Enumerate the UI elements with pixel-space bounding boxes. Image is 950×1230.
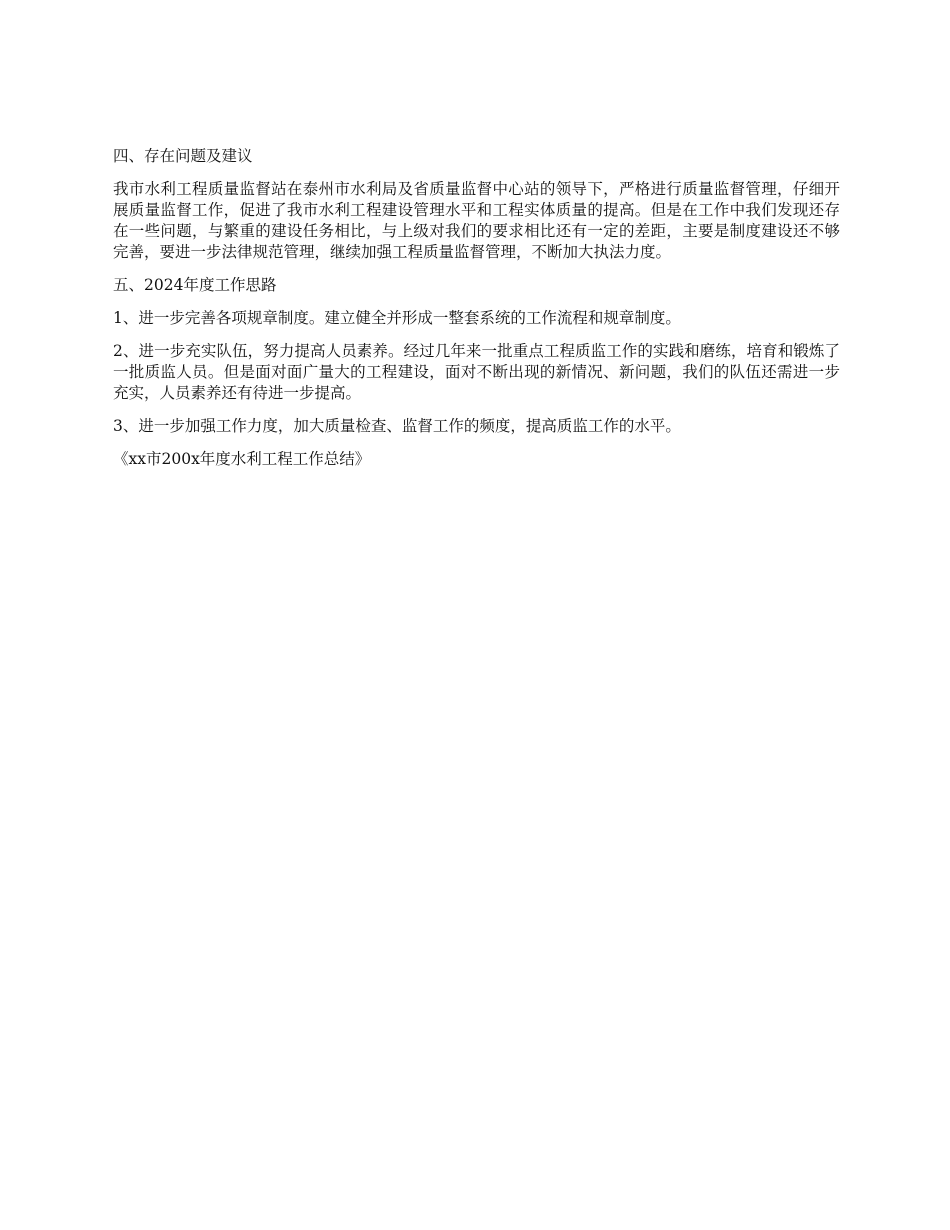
section-5-item-3: 3、进一步加强工作力度，加大质量检查、监督工作的频度，提高质监工作的水平。 [113, 417, 681, 435]
section-4-heading: 四、存在问题及建议 [113, 147, 253, 165]
section-5-item-2: 2、进一步充实队伍，努力提高人员素养。经过几年来一批重点工程质监工作的实践和磨练，培育和锻炼了一批质监人员。但是面对面广量大的工程建设，面对不断出现的新情况、新问题，我们的队伍还需进一步充实，人员素养还有待进一步提高。 [113, 342, 840, 402]
section-5-heading: 五、2024年度工作思路 [113, 276, 277, 294]
section-5-item-1: 1、进一步完善各项规章制度。建立健全并形成一整套系统的工作流程和规章制度。 [113, 309, 681, 327]
document-footer-title: 《xx市200x年度水利工程工作总结》 [113, 450, 371, 468]
document-body [113, 146, 840, 482]
section-4-paragraph: 我市水利工程质量监督站在泰州市水利局及省质量监督中心站的领导下，严格进行质量监督管理，仔细开展质量监督工作，促进了我市水利工程建设管理水平和工程实体质量的提高。但是在工作中我们发现还存在一些问题，与繁重的建设任务相比，与上级对我们的要求相比还有一定的差距，主要是制度建设还不够完善，要进一步法律规范管理，继续加强工程质量监督管理，不断加大执法力度。 [113, 180, 840, 261]
